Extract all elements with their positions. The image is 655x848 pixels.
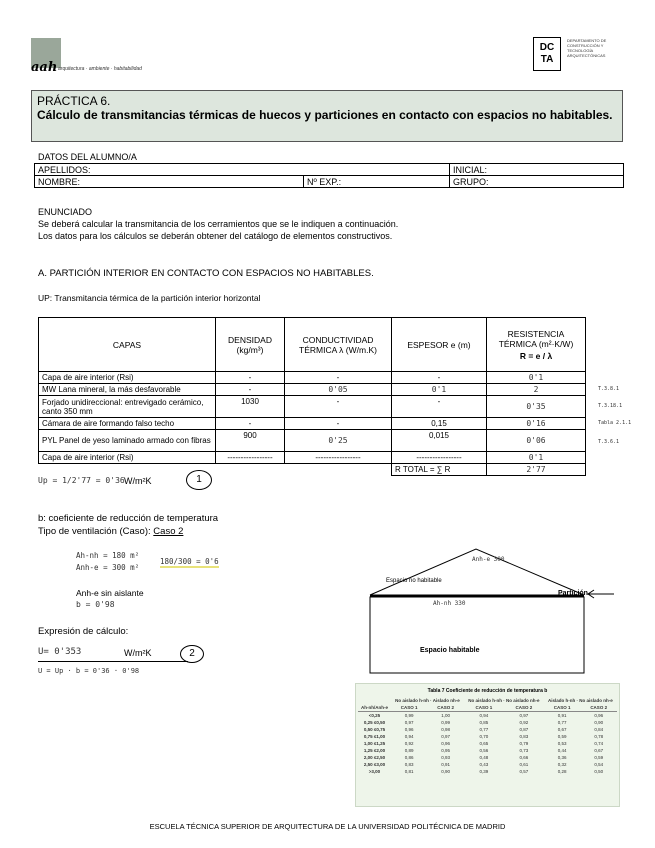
r-cell: 0'16 [487, 418, 586, 430]
value-cell: 0,93 [441, 755, 451, 760]
value-cell: 0,90 [594, 720, 604, 725]
table-row [358, 740, 617, 747]
value-cell: 0,57 [519, 769, 529, 774]
inicial-field[interactable]: INICIAL: [450, 164, 624, 176]
value-cell: 0,70 [479, 734, 489, 739]
r-cell: 2 [487, 384, 586, 396]
value-cell: 0,39 [479, 769, 489, 774]
table-row [358, 712, 617, 720]
column-header-row [358, 704, 617, 712]
value-cell: 0,96 [594, 713, 604, 718]
value-cell: 0,97 [441, 734, 451, 739]
espesor-cell: - [392, 396, 487, 418]
value-cell: 0,77 [479, 727, 489, 732]
header-resistencia-formula: R = e / λ [519, 350, 553, 361]
value-cell: 0,97 [519, 713, 529, 718]
total-spacer [39, 464, 392, 476]
group-spacer [358, 697, 391, 704]
densidad-cell: - [216, 384, 285, 396]
col-header: CASO 2 [437, 705, 455, 710]
exp-field[interactable]: Nº EXP.: [304, 176, 450, 188]
ratio-cell: 1,25 ≤2,00 [363, 748, 386, 753]
group-header: Aislado h-nh · No aislado nh-e [548, 698, 613, 703]
value-cell: 0,43 [479, 762, 489, 767]
practice-number: PRÁCTICA 6. [37, 94, 111, 108]
capa-cell: Capa de aire interior (Rsi) [39, 452, 216, 464]
no-habitable-label: Espacio no habitable [386, 578, 442, 584]
value-cell: 0,94 [404, 734, 414, 739]
capa-cell: Forjado unidireccional: entrevigado cerámico, canto 350 mm [39, 396, 216, 418]
table-row [39, 372, 586, 384]
value-cell: 0,83 [404, 762, 414, 767]
densidad-cell: - [216, 418, 285, 430]
value-cell: 0,61 [519, 762, 529, 767]
statement-line1: Se deberá calcular la transmitancia de los cerramientos que se le indiquen a continuación. [38, 219, 399, 229]
section-diagram [360, 545, 620, 680]
student-table [34, 163, 624, 188]
densidad-cell: 900 [216, 430, 285, 452]
u-unit: W/m²K [124, 648, 152, 658]
roof-label: Anh-e 300 [472, 556, 505, 563]
u-line: U= 0'353 [38, 647, 82, 657]
espesor-cell: ----------------- [392, 452, 487, 464]
reduction-table-title: Tabla 7 Coeficiente de reducción de temperatura b [427, 688, 548, 694]
cond-cell: ----------------- [285, 452, 392, 464]
col-header: CASO 1 [475, 705, 493, 710]
circle-1: 1 [186, 470, 212, 490]
espesor-cell: 0,15 [392, 418, 487, 430]
section-b-title: b: coeficiente de reducción de temperatura [38, 513, 219, 524]
value-cell: 0,66 [519, 755, 529, 760]
value-cell: 0,59 [594, 755, 604, 760]
ah-label: Ah-nh 330 [433, 600, 466, 607]
col-header: CASO 1 [400, 705, 418, 710]
value-cell: 0,96 [404, 727, 414, 732]
header-resistencia [487, 318, 586, 372]
dept-logo-line2: TA [540, 54, 554, 65]
value-cell: 0,74 [594, 741, 604, 746]
capa-cell: Capa de aire interior (Rsi) [39, 372, 216, 384]
value-cell: 0,36 [557, 755, 567, 760]
table-row [358, 761, 617, 768]
b-value: b = 0'98 [76, 600, 115, 609]
value-cell: 0,50 [594, 769, 604, 774]
up-label: UP: Transmitancia térmica de la partición interior horizontal [38, 293, 261, 303]
ref-note: T.3.8.1 [598, 386, 620, 392]
apellidos-field[interactable]: APELLIDOS: [35, 164, 450, 176]
value-cell: 0,94 [479, 713, 489, 718]
espesor-cell: 0'1 [392, 384, 487, 396]
statement-line2: Los datos para los cálculos se deberán obtener del catálogo de elementos constructivos. [38, 231, 393, 241]
nombre-field[interactable]: NOMBRE: [35, 176, 304, 188]
col-header: Ah-nh/Anh-e [360, 705, 388, 710]
value-cell: 0,97 [404, 720, 414, 725]
section-a-title: A. PARTICIÓN INTERIOR EN CONTACTO CON ESPACIOS NO HABITABLES. [38, 268, 374, 279]
value-cell: 0,79 [519, 741, 529, 746]
table-row [358, 754, 617, 761]
table-row [358, 726, 617, 733]
practice-header [31, 90, 623, 142]
dept-logo [533, 37, 561, 71]
header-resistencia-title: RESISTENCIA TÉRMICA (m²·K/W) [498, 328, 574, 349]
value-cell: 0,56 [479, 748, 489, 753]
group-header: No aislado h-nh · No aislado nh-e [468, 698, 540, 703]
value-cell: 1,00 [441, 713, 451, 718]
value-cell: 0,65 [479, 741, 489, 746]
cond-cell: 0'05 [285, 384, 392, 396]
ratio: 180/300 = 0'6 [160, 557, 219, 566]
value-cell: 0,86 [404, 755, 414, 760]
ratio-cell: 0,25 ≤0,50 [363, 720, 386, 725]
ref-note: Tabla 2.1.1 [598, 420, 632, 426]
calc-title: Expresión de cálculo: [38, 626, 129, 637]
layers-table [38, 317, 586, 476]
cond-cell: - [285, 372, 392, 384]
practice-title: Cálculo de transmitancias térmicas de huecos y particiones en contacto con espacios no habitables. [37, 108, 613, 122]
table-row [358, 719, 617, 726]
espesor-cell: 0,015 [392, 430, 487, 452]
header-conductividad: CONDUCTIVIDAD TÉRMICA λ (W/m.K) [285, 318, 392, 372]
header-densidad: DENSIDAD (kg/m³) [216, 318, 285, 372]
particion-label: Partición [558, 590, 588, 597]
col-header: CASO 2 [515, 705, 533, 710]
ratio-cell: 0,75 ≤1,00 [363, 734, 386, 739]
value-cell: 0,73 [519, 748, 529, 753]
cond-cell: - [285, 418, 392, 430]
densidad-cell: 1030 [216, 396, 285, 418]
group-header: No aislado h-nh · Aislado nh-e [395, 698, 460, 703]
table-row [39, 396, 586, 418]
grupo-field[interactable]: GRUPO: [450, 176, 624, 188]
col-header: CASO 1 [553, 705, 571, 710]
capa-cell: MW Lana mineral, la más desfavorable [39, 384, 216, 396]
table-row [39, 430, 586, 452]
group-header-row [358, 697, 617, 704]
reduction-grid [358, 697, 617, 775]
dept-logo-line1: DC [539, 42, 555, 53]
ah-nh: Ah-nh = 180 m² [76, 551, 140, 560]
up-formula: Up = 1/2'77 = 0'36 [38, 476, 125, 485]
total-value: 2'77 [487, 464, 586, 476]
value-cell: 0,85 [479, 720, 489, 725]
table-row [39, 418, 586, 430]
cond-cell: 0'25 [285, 430, 392, 452]
value-cell: 0,54 [594, 762, 604, 767]
vent-value: Caso 2 [153, 526, 184, 537]
r-cell: 0'35 [487, 396, 586, 418]
statement-title: ENUNCIADO [38, 207, 93, 217]
value-cell: 0,91 [441, 762, 451, 767]
ratio-cell: 2,50 ≤3,00 [363, 762, 386, 767]
vent-line [38, 526, 183, 537]
value-cell: 0,48 [479, 755, 489, 760]
value-cell: 0,92 [519, 720, 529, 725]
habitable-label: Espacio habitable [420, 647, 480, 654]
value-cell: 0,89 [404, 748, 414, 753]
table-row [358, 747, 617, 754]
value-cell: 0,96 [441, 741, 451, 746]
value-cell: 0,81 [404, 769, 414, 774]
reduction-table [355, 683, 620, 807]
r-cell: 0'06 [487, 430, 586, 452]
value-cell: 0,83 [519, 734, 529, 739]
circle-2: 2 [180, 645, 204, 663]
densidad-cell: ----------------- [216, 452, 285, 464]
total-row [39, 464, 586, 476]
value-cell: 0,53 [557, 741, 567, 746]
sin-aislante: Anh-e sin aislante [76, 588, 144, 598]
value-cell: 0,99 [441, 720, 451, 725]
ratio-cell: <0,25 [368, 713, 381, 718]
capa-cell: Cámara de aire formando falso techo [39, 418, 216, 430]
table-row [358, 733, 617, 740]
up-unit: W/m²K [124, 476, 152, 486]
anh-e: Anh-e = 300 m² [76, 563, 140, 572]
value-cell: 0,99 [404, 713, 414, 718]
ratio-cell: 1,00 ≤1,25 [363, 741, 386, 746]
capa-cell: PYL Panel de yeso laminado armado con fibras [39, 430, 216, 452]
value-cell: 0,67 [594, 748, 604, 753]
value-cell: 0,98 [441, 727, 451, 732]
ref-note: T.3.18.1 [598, 403, 623, 409]
student-section-title: DATOS DEL ALUMNO/A [38, 152, 137, 162]
reduction-rows [358, 712, 617, 776]
r-cell: 0'1 [487, 452, 586, 464]
value-cell: 0,59 [557, 734, 567, 739]
habitable-rect [370, 597, 584, 673]
table-row [39, 384, 586, 396]
value-cell: 0,90 [441, 769, 451, 774]
table-row [39, 452, 586, 464]
value-cell: 0,84 [594, 727, 604, 732]
ref-note: T.3.6.1 [598, 439, 620, 445]
col-header: CASO 2 [590, 705, 608, 710]
ratio-cell: 2,00 ≤2,50 [363, 755, 386, 760]
ratio-cell: >3,00 [368, 769, 381, 774]
value-cell: 0,87 [519, 727, 529, 732]
value-cell: 0,91 [557, 713, 567, 718]
value-cell: 0,78 [594, 734, 604, 739]
value-cell: 0,77 [557, 720, 567, 725]
espesor-cell: - [392, 372, 487, 384]
cond-cell: - [285, 396, 392, 418]
value-cell: 0,92 [404, 741, 414, 746]
value-cell: 0,67 [557, 727, 567, 732]
value-cell: 0,95 [441, 748, 451, 753]
ratio-cell: 0,50 ≤0,75 [363, 727, 386, 732]
header-espesor: ESPESOR e (m) [392, 318, 487, 372]
densidad-cell: - [216, 372, 285, 384]
total-label: R TOTAL = ∑ R [392, 464, 487, 476]
u-detail: U = Up · b = 0'36 · 0'98 [38, 667, 140, 675]
dept-name: DEPARTAMENTO DE CONSTRUCCIÓN Y TECNOLOGÍA ARQUITECTÓNICAS [567, 38, 607, 58]
value-cell: 0,28 [557, 769, 567, 774]
footer: ESCUELA TÉCNICA SUPERIOR DE ARQUITECTURA DE LA UNIVERSIDAD POLITÉCNICA DE MADRID [149, 822, 506, 831]
logo-subtitle: arquitectura · ambiente · habitabilidad [58, 66, 142, 72]
u-underline [38, 661, 188, 662]
table-row [358, 768, 617, 775]
logo-text: aah [31, 60, 58, 75]
header-capas: CAPAS [39, 318, 216, 372]
vent-label: Tipo de ventilación (Caso): [38, 526, 151, 537]
r-cell: 0'1 [487, 372, 586, 384]
value-cell: 0,32 [557, 762, 567, 767]
value-cell: 0,44 [557, 748, 567, 753]
